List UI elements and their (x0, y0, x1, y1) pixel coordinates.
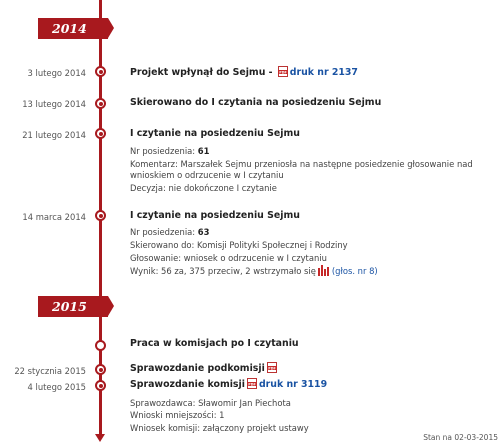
event-title-text: Sprawozdanie podkomisji (130, 363, 265, 374)
print-link[interactable]: druk nr 2137 (289, 67, 358, 78)
year-banner-2014 (38, 18, 108, 39)
decision-line: Decyzja: nie dokończone I czytanie (130, 183, 277, 193)
timeline-dot (95, 380, 106, 391)
pdf-icon[interactable] (267, 362, 277, 373)
banner-notch (108, 296, 114, 316)
event-title: I czytanie na posiedzeniu Sejmu (130, 210, 300, 221)
svg-text:PDF: PDF (268, 366, 276, 371)
bar-chart-icon[interactable] (318, 265, 330, 276)
banner-notch (108, 18, 114, 38)
pdf-icon[interactable] (247, 378, 257, 389)
minority-line: Wnioski mniejszości: 1 (130, 410, 225, 420)
event-title-text: Sprawozdanie komisji (130, 379, 245, 390)
timeline-dot-hollow (95, 340, 106, 351)
sitting-label: Nr posiedzenia: (130, 146, 198, 156)
timeline-arrow-icon (95, 434, 105, 442)
timeline-dot (95, 364, 106, 375)
comment-line-2: wnioskiem o odrzucenie w I czytaniu (130, 170, 284, 180)
event-title: Praca w komisjach po I czytaniu (130, 338, 299, 349)
vote-link[interactable]: (głos. nr 8) (331, 266, 378, 276)
event-date: 14 marca 2014 (22, 212, 86, 222)
event-title (130, 66, 358, 78)
event-date: 3 lutego 2014 (27, 68, 86, 78)
pdf-icon[interactable] (278, 66, 288, 77)
sitting-value: 63 (197, 227, 210, 237)
result-line (130, 265, 378, 276)
timeline-dot (95, 66, 106, 77)
event-title: Skierowano do I czytania na posiedzeniu Sejmu (130, 97, 382, 108)
timeline-dot (95, 98, 106, 109)
referred-line: Skierowano do: Komisji Polityki Społecznej i Rodziny (130, 240, 348, 250)
event-date: 4 lutego 2015 (27, 382, 86, 392)
status-date: Stan na 02-03-2015 (423, 433, 498, 442)
vote-line: Głosowanie: wniosek o odrzucenie w I czytaniu (130, 253, 327, 263)
sitting-label: Nr posiedzenia: (130, 227, 198, 237)
sitting-value: 61 (197, 146, 210, 156)
comment-line: Komentarz: Marszałek Sejmu przeniosła na następne posiedzenie głosowanie nad (130, 159, 473, 169)
timeline-dot (95, 210, 106, 221)
event-title (130, 378, 327, 390)
timeline-dot (95, 128, 106, 139)
sitting-number (130, 227, 209, 237)
year-label: 2014 (52, 21, 87, 36)
event-title: I czytanie na posiedzeniu Sejmu (130, 128, 300, 139)
event-title (130, 362, 279, 374)
reporter-line: Sprawozdawca: Sławomir Jan Piechota (130, 398, 291, 408)
print-link[interactable]: druk nr 3119 (258, 379, 328, 390)
motion-line: Wniosek komisji: załączony projekt ustawy (130, 423, 309, 433)
svg-text:PDF: PDF (279, 70, 287, 75)
event-date: 13 lutego 2014 (22, 99, 86, 109)
event-date: 21 lutego 2014 (22, 130, 86, 140)
event-title-text: Projekt wpłynął do Sejmu - (130, 67, 276, 78)
event-date: 22 stycznia 2015 (14, 366, 86, 376)
year-label: 2015 (52, 299, 87, 314)
year-banner-2015 (38, 296, 108, 317)
result-text: Wynik: 56 za, 375 przeciw, 2 wstrzymało się (130, 266, 316, 276)
svg-text:PDF: PDF (248, 382, 256, 387)
sitting-number (130, 146, 209, 156)
